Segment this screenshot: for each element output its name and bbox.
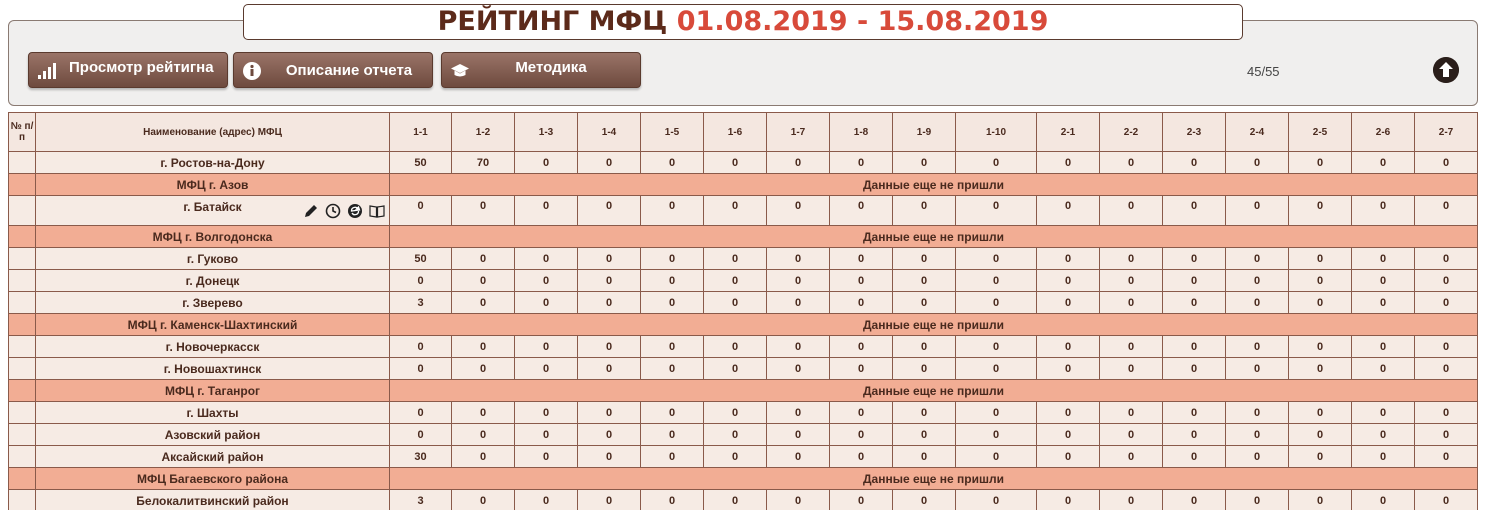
pending-message: Данные еще не пришли — [390, 226, 1478, 248]
value-cell: 0 — [1163, 152, 1226, 174]
value-cell: 0 — [1289, 292, 1352, 314]
value-cell: 0 — [1100, 446, 1163, 468]
row-number — [9, 446, 36, 468]
value-cell: 0 — [956, 424, 1037, 446]
mfc-name-cell[interactable] — [36, 446, 390, 468]
mfc-name: Аксайский район — [161, 449, 264, 464]
value-cell: 0 — [893, 196, 956, 226]
mfc-name[interactable]: МФЦ Багаевского района — [36, 468, 390, 490]
value-cell: 0 — [767, 336, 830, 358]
value-cell: 0 — [1100, 490, 1163, 510]
value-cell: 0 — [641, 402, 704, 424]
table-row — [9, 490, 1478, 510]
value-cell: 0 — [1415, 248, 1478, 270]
value-cell: 0 — [767, 424, 830, 446]
row-number — [9, 248, 36, 270]
row-number — [9, 152, 36, 174]
value-cell: 0 — [641, 196, 704, 226]
table-row — [9, 424, 1478, 446]
value-cell: 0 — [578, 270, 641, 292]
value-cell: 0 — [830, 402, 893, 424]
column-header[interactable]: 1-9 — [893, 113, 956, 152]
value-cell: 0 — [1226, 402, 1289, 424]
column-header[interactable]: 1-4 — [578, 113, 641, 152]
value-cell: 0 — [452, 270, 515, 292]
value-cell: 0 — [830, 424, 893, 446]
mfc-name: Азовский район — [164, 427, 261, 442]
value-cell: 0 — [641, 270, 704, 292]
value-cell: 0 — [704, 270, 767, 292]
value-cell: 0 — [641, 358, 704, 380]
value-cell: 0 — [767, 490, 830, 510]
methodology-button[interactable] — [441, 52, 641, 88]
table-row — [9, 152, 1478, 174]
mfc-name[interactable]: МФЦ г. Волгодонска — [36, 226, 390, 248]
value-cell: 0 — [1226, 292, 1289, 314]
value-cell: 0 — [893, 358, 956, 380]
value-cell: 0 — [641, 424, 704, 446]
mfc-name-cell[interactable] — [36, 358, 390, 380]
value-cell: 0 — [1415, 270, 1478, 292]
row-number — [9, 226, 36, 248]
mfc-name: г. Донецк — [185, 273, 240, 288]
value-cell: 0 — [830, 336, 893, 358]
column-header[interactable]: 1-1 — [390, 113, 452, 152]
value-cell: 0 — [641, 336, 704, 358]
mfc-name[interactable]: МФЦ г. Таганрог — [36, 380, 390, 402]
table-row — [9, 336, 1478, 358]
value-cell: 0 — [893, 402, 956, 424]
value-cell: 0 — [956, 336, 1037, 358]
value-cell: 0 — [515, 402, 578, 424]
value-cell: 0 — [704, 196, 767, 226]
table-row — [9, 402, 1478, 424]
value-cell: 0 — [830, 152, 893, 174]
value-cell: 0 — [515, 196, 578, 226]
value-cell: 0 — [1163, 402, 1226, 424]
value-cell: 0 — [704, 424, 767, 446]
mfc-name: Белокалитвинский район — [136, 493, 289, 508]
value-cell: 0 — [956, 248, 1037, 270]
value-cell: 0 — [956, 358, 1037, 380]
value-cell: 0 — [767, 292, 830, 314]
rating-table — [8, 112, 1478, 510]
value-cell: 0 — [704, 490, 767, 510]
value-cell: 0 — [452, 196, 515, 226]
value-cell: 0 — [1037, 248, 1100, 270]
value-cell: 0 — [704, 446, 767, 468]
value-cell: 0 — [1037, 358, 1100, 380]
table-row — [9, 358, 1478, 380]
value-cell: 0 — [1037, 270, 1100, 292]
value-cell: 0 — [956, 196, 1037, 226]
row-number — [9, 380, 36, 402]
value-cell: 0 — [1037, 336, 1100, 358]
info-icon — [242, 61, 262, 81]
mfc-name-cell[interactable] — [36, 402, 390, 424]
value-cell: 3 — [390, 490, 452, 510]
page-counter: 45/55 — [1247, 64, 1280, 79]
row-number — [9, 270, 36, 292]
value-cell: 0 — [390, 402, 452, 424]
value-cell: 0 — [578, 292, 641, 314]
value-cell: 0 — [1289, 446, 1352, 468]
value-cell: 0 — [578, 490, 641, 510]
value-cell: 0 — [893, 424, 956, 446]
value-cell: 0 — [1100, 336, 1163, 358]
mfc-name: г. Ростов-на-Дону — [160, 155, 265, 170]
mfc-name: г. Зверево — [182, 295, 243, 310]
value-cell: 0 — [1100, 358, 1163, 380]
value-cell: 0 — [1415, 292, 1478, 314]
value-cell: 0 — [1100, 248, 1163, 270]
value-cell: 0 — [1163, 336, 1226, 358]
row-number — [9, 292, 36, 314]
value-cell: 0 — [1226, 270, 1289, 292]
value-cell: 0 — [1289, 358, 1352, 380]
value-cell: 0 — [1289, 248, 1352, 270]
value-cell: 0 — [1352, 402, 1415, 424]
value-cell: 0 — [830, 248, 893, 270]
column-header[interactable]: 2-5 — [1289, 113, 1352, 152]
row-number — [9, 424, 36, 446]
mfc-name: г. Новочеркасск — [165, 339, 260, 354]
value-cell: 0 — [767, 358, 830, 380]
row-number — [9, 358, 36, 380]
value-cell: 0 — [767, 152, 830, 174]
value-cell: 0 — [1352, 248, 1415, 270]
table-row — [9, 248, 1478, 270]
value-cell: 0 — [1352, 270, 1415, 292]
value-cell: 0 — [893, 292, 956, 314]
mfc-name-cell[interactable] — [36, 490, 390, 510]
value-cell: 0 — [1163, 270, 1226, 292]
value-cell: 0 — [1100, 402, 1163, 424]
title-period: 01.08.2019 - 15.08.2019 — [676, 6, 1049, 37]
value-cell: 0 — [641, 446, 704, 468]
value-cell: 0 — [578, 336, 641, 358]
mfc-name[interactable]: МФЦ г. Каменск-Шахтинский — [36, 314, 390, 336]
value-cell: 0 — [1037, 402, 1100, 424]
clock-icon[interactable] — [325, 203, 341, 219]
report-description-button[interactable] — [233, 52, 433, 88]
table-row — [9, 270, 1478, 292]
mfc-name: г. Шахты — [186, 405, 239, 420]
value-cell: 0 — [1100, 152, 1163, 174]
value-cell: 0 — [578, 424, 641, 446]
value-cell: 0 — [390, 424, 452, 446]
value-cell: 0 — [578, 196, 641, 226]
value-cell: 30 — [390, 446, 452, 468]
column-header[interactable]: 2-7 — [1415, 113, 1478, 152]
methodology-label: Методика — [515, 59, 587, 76]
value-cell: 0 — [893, 248, 956, 270]
value-cell: 50 — [390, 152, 452, 174]
value-cell: 0 — [1163, 490, 1226, 510]
value-cell: 0 — [1100, 424, 1163, 446]
value-cell: 0 — [1289, 402, 1352, 424]
value-cell: 0 — [1226, 248, 1289, 270]
table-row — [9, 196, 1478, 226]
value-cell: 0 — [956, 152, 1037, 174]
value-cell: 0 — [641, 248, 704, 270]
value-cell: 0 — [830, 292, 893, 314]
pencil-icon[interactable] — [303, 203, 319, 219]
column-header[interactable]: 1-10 — [956, 113, 1037, 152]
value-cell: 0 — [390, 196, 452, 226]
value-cell: 0 — [1226, 358, 1289, 380]
value-cell: 0 — [1037, 446, 1100, 468]
value-cell: 3 — [390, 292, 452, 314]
pending-message: Данные еще не пришли — [390, 380, 1478, 402]
value-cell: 0 — [578, 248, 641, 270]
column-header[interactable]: 1-5 — [641, 113, 704, 152]
num-header: № п/п — [9, 113, 36, 152]
value-cell: 0 — [893, 152, 956, 174]
value-cell: 0 — [1226, 152, 1289, 174]
value-cell: 0 — [830, 196, 893, 226]
column-header[interactable]: 2-2 — [1100, 113, 1163, 152]
value-cell: 0 — [1037, 490, 1100, 510]
value-cell: 0 — [452, 402, 515, 424]
value-cell: 0 — [704, 292, 767, 314]
value-cell: 0 — [515, 270, 578, 292]
value-cell: 0 — [1289, 196, 1352, 226]
value-cell: 0 — [1352, 358, 1415, 380]
value-cell: 0 — [893, 270, 956, 292]
value-cell: 0 — [956, 490, 1037, 510]
value-cell: 0 — [578, 402, 641, 424]
value-cell: 0 — [641, 152, 704, 174]
value-cell: 0 — [893, 490, 956, 510]
value-cell: 0 — [578, 358, 641, 380]
value-cell: 0 — [767, 446, 830, 468]
value-cell: 0 — [1415, 152, 1478, 174]
value-cell: 0 — [1352, 446, 1415, 468]
view-rating-label: Просмотр рейтигна — [69, 59, 214, 76]
mfc-name-cell[interactable] — [36, 152, 390, 174]
value-cell: 0 — [704, 152, 767, 174]
value-cell: 0 — [641, 292, 704, 314]
value-cell: 0 — [767, 248, 830, 270]
table-row — [9, 446, 1478, 468]
value-cell: 0 — [830, 490, 893, 510]
table-row — [9, 292, 1478, 314]
value-cell: 0 — [1415, 446, 1478, 468]
pending-message: Данные еще не пришли — [390, 314, 1478, 336]
book-icon[interactable] — [369, 203, 385, 219]
value-cell: 0 — [830, 358, 893, 380]
value-cell: 0 — [1226, 446, 1289, 468]
bar-chart-icon — [37, 61, 57, 81]
mfc-name-cell[interactable] — [36, 336, 390, 358]
value-cell: 0 — [1163, 196, 1226, 226]
title-main: РЕЙТИНГ МФЦ — [437, 6, 668, 37]
value-cell: 0 — [767, 402, 830, 424]
view-rating-button[interactable] — [28, 52, 228, 88]
value-cell: 0 — [1289, 336, 1352, 358]
mfc-name-cell[interactable] — [36, 270, 390, 292]
value-cell: 0 — [452, 358, 515, 380]
value-cell: 0 — [1163, 424, 1226, 446]
value-cell: 0 — [893, 446, 956, 468]
value-cell: 0 — [1289, 270, 1352, 292]
value-cell: 0 — [515, 336, 578, 358]
value-cell: 0 — [1352, 424, 1415, 446]
row-number — [9, 402, 36, 424]
value-cell: 0 — [1226, 196, 1289, 226]
value-cell: 0 — [515, 446, 578, 468]
column-header[interactable]: 2-1 — [1037, 113, 1100, 152]
value-cell: 0 — [767, 270, 830, 292]
column-header[interactable]: 1-8 — [830, 113, 893, 152]
value-cell: 0 — [704, 358, 767, 380]
value-cell: 0 — [1226, 490, 1289, 510]
row-number — [9, 468, 36, 490]
pending-row — [9, 380, 1478, 402]
value-cell: 0 — [1163, 446, 1226, 468]
value-cell: 0 — [1289, 424, 1352, 446]
value-cell: 0 — [1037, 424, 1100, 446]
page-title — [243, 4, 1243, 40]
value-cell: 0 — [1415, 490, 1478, 510]
column-header[interactable]: 1-2 — [452, 113, 515, 152]
value-cell: 0 — [1352, 490, 1415, 510]
row-number — [9, 174, 36, 196]
value-cell: 0 — [390, 270, 452, 292]
value-cell: 0 — [1415, 424, 1478, 446]
pending-row — [9, 314, 1478, 336]
value-cell: 0 — [1415, 402, 1478, 424]
value-cell: 0 — [1352, 152, 1415, 174]
row-number — [9, 196, 36, 226]
value-cell: 0 — [452, 336, 515, 358]
pending-row — [9, 468, 1478, 490]
column-header[interactable]: 2-4 — [1226, 113, 1289, 152]
value-cell: 0 — [515, 152, 578, 174]
mfc-name: г. Гуково — [186, 251, 239, 266]
value-cell: 0 — [956, 402, 1037, 424]
value-cell: 0 — [1415, 196, 1478, 226]
value-cell: 0 — [1100, 196, 1163, 226]
value-cell: 0 — [956, 270, 1037, 292]
value-cell: 0 — [1289, 152, 1352, 174]
name-header: Наименование (адрес) МФЦ — [36, 113, 390, 152]
value-cell: 0 — [1037, 196, 1100, 226]
column-header[interactable]: 1-7 — [767, 113, 830, 152]
value-cell: 0 — [1415, 358, 1478, 380]
value-cell: 0 — [452, 424, 515, 446]
mfc-name-cell[interactable] — [36, 196, 390, 226]
report-description-label: Описание отчета — [285, 62, 413, 79]
mfc-name-cell[interactable] — [36, 424, 390, 446]
value-cell: 0 — [515, 292, 578, 314]
value-cell: 0 — [767, 196, 830, 226]
value-cell: 0 — [515, 358, 578, 380]
value-cell: 0 — [956, 446, 1037, 468]
value-cell: 0 — [1163, 292, 1226, 314]
column-header[interactable]: 2-3 — [1163, 113, 1226, 152]
row-number — [9, 336, 36, 358]
value-cell: 0 — [1352, 196, 1415, 226]
value-cell: 0 — [390, 336, 452, 358]
value-cell: 0 — [515, 490, 578, 510]
value-cell: 0 — [578, 446, 641, 468]
mfc-name-cell[interactable] — [36, 292, 390, 314]
row-number — [9, 490, 36, 510]
value-cell: 0 — [704, 248, 767, 270]
value-cell: 0 — [1163, 358, 1226, 380]
value-cell: 0 — [515, 424, 578, 446]
value-cell: 0 — [1289, 490, 1352, 510]
column-header[interactable]: 1-6 — [704, 113, 767, 152]
value-cell: 0 — [1352, 336, 1415, 358]
value-cell: 0 — [704, 402, 767, 424]
value-cell: 0 — [452, 292, 515, 314]
value-cell: 0 — [641, 490, 704, 510]
mfc-name: г. Новошахтинск — [163, 361, 262, 376]
value-cell: 0 — [893, 336, 956, 358]
mfc-name-cell[interactable] — [36, 248, 390, 270]
pending-row — [9, 174, 1478, 196]
mfc-name[interactable]: МФЦ г. Азов — [36, 174, 390, 196]
value-cell: 0 — [1100, 270, 1163, 292]
value-cell: 0 — [1226, 424, 1289, 446]
pending-message: Данные еще не пришли — [390, 468, 1478, 490]
value-cell: 0 — [830, 446, 893, 468]
value-cell: 0 — [578, 152, 641, 174]
value-cell: 0 — [1163, 248, 1226, 270]
value-cell: 0 — [1037, 292, 1100, 314]
scroll-up-icon[interactable] — [1433, 57, 1459, 83]
value-cell: 0 — [515, 248, 578, 270]
table-header-row — [9, 113, 1478, 152]
column-header[interactable]: 2-6 — [1352, 113, 1415, 152]
value-cell: 0 — [830, 270, 893, 292]
value-cell: 0 — [704, 336, 767, 358]
column-header[interactable]: 1-3 — [515, 113, 578, 152]
value-cell: 0 — [956, 292, 1037, 314]
value-cell: 0 — [1415, 336, 1478, 358]
value-cell: 0 — [1352, 292, 1415, 314]
value-cell: 0 — [1037, 152, 1100, 174]
pending-message: Данные еще не пришли — [390, 174, 1478, 196]
value-cell: 0 — [1226, 336, 1289, 358]
value-cell: 70 — [452, 152, 515, 174]
value-cell: 0 — [390, 358, 452, 380]
pending-row — [9, 226, 1478, 248]
value-cell: 0 — [452, 248, 515, 270]
value-cell: 0 — [1100, 292, 1163, 314]
row-number — [9, 314, 36, 336]
mfc-name: г. Батайск — [183, 200, 242, 214]
refresh-icon[interactable] — [347, 203, 363, 219]
value-cell: 0 — [452, 490, 515, 510]
value-cell: 0 — [452, 446, 515, 468]
value-cell: 50 — [390, 248, 452, 270]
